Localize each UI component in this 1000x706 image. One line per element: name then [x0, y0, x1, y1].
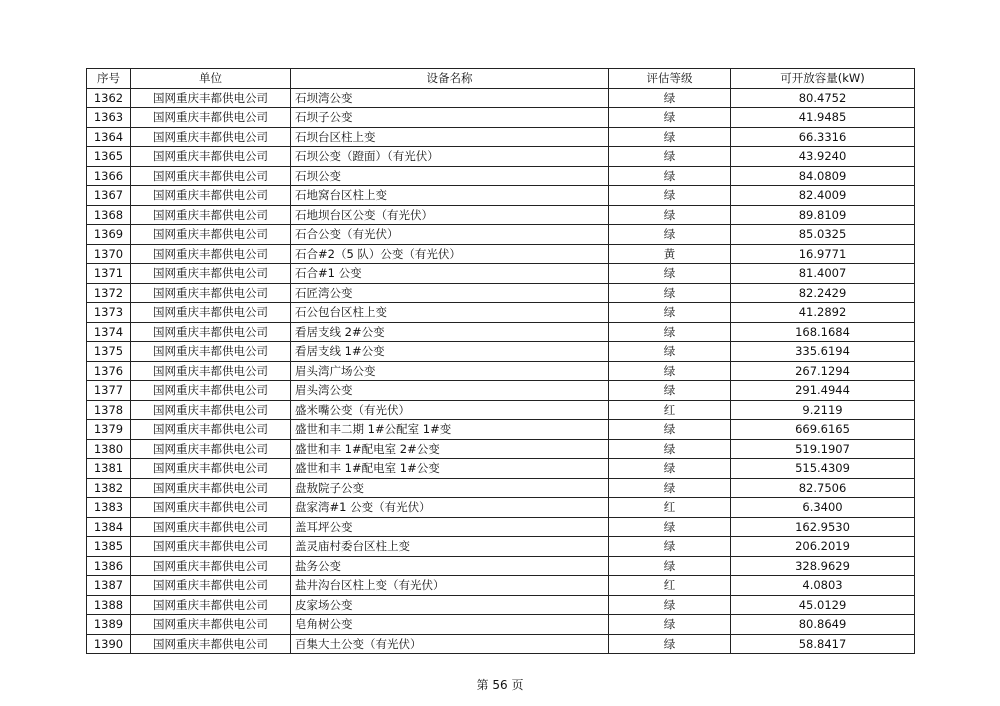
- row-rating: 绿: [609, 205, 731, 225]
- row-unit: 国网重庆丰都供电公司: [131, 127, 291, 147]
- row-device-name: 盐井沟台区柱上变（有光伏）: [291, 576, 609, 596]
- row-capacity: 84.0809: [731, 166, 915, 186]
- table-row: [87, 88, 915, 108]
- row-rating: 绿: [609, 186, 731, 206]
- row-device-name: 百集大土公变（有光伏）: [291, 634, 609, 654]
- table-row: [87, 166, 915, 186]
- row-unit: 国网重庆丰都供电公司: [131, 186, 291, 206]
- row-index: 1386: [87, 556, 131, 576]
- table-row: [87, 459, 915, 479]
- page-number: 第 56 页: [476, 678, 524, 692]
- row-index: 1390: [87, 634, 131, 654]
- table-row: [87, 595, 915, 615]
- row-capacity: 6.3400: [731, 498, 915, 518]
- row-capacity: 291.4944: [731, 381, 915, 401]
- row-unit: 国网重庆丰都供电公司: [131, 381, 291, 401]
- row-unit: 国网重庆丰都供电公司: [131, 283, 291, 303]
- row-capacity: 82.7506: [731, 478, 915, 498]
- row-unit: 国网重庆丰都供电公司: [131, 576, 291, 596]
- row-device-name: 盐务公变: [291, 556, 609, 576]
- row-unit: 国网重庆丰都供电公司: [131, 459, 291, 479]
- table-row: [87, 634, 915, 654]
- row-rating: 绿: [609, 88, 731, 108]
- header-unit: 单位: [131, 69, 291, 89]
- row-capacity: 328.9629: [731, 556, 915, 576]
- row-rating: 绿: [609, 108, 731, 128]
- row-capacity: 82.4009: [731, 186, 915, 206]
- row-device-name: 石坝子公变: [291, 108, 609, 128]
- table-row: [87, 400, 915, 420]
- row-rating: 红: [609, 576, 731, 596]
- row-capacity: 335.6194: [731, 342, 915, 362]
- row-rating: 绿: [609, 342, 731, 362]
- row-device-name: 石地坝台区公变（有光伏）: [291, 205, 609, 225]
- table-row: [87, 381, 915, 401]
- header-capacity: 可开放容量(kW): [731, 69, 915, 89]
- row-index: 1384: [87, 517, 131, 537]
- table-row: [87, 361, 915, 381]
- row-rating: 绿: [609, 322, 731, 342]
- row-index: 1362: [87, 88, 131, 108]
- row-device-name: 皮家场公变: [291, 595, 609, 615]
- row-device-name: 盖灵庙村委台区柱上变: [291, 537, 609, 557]
- row-index: 1383: [87, 498, 131, 518]
- row-capacity: 81.4007: [731, 264, 915, 284]
- row-device-name: 看居支线 2#公变: [291, 322, 609, 342]
- row-index: 1366: [87, 166, 131, 186]
- row-unit: 国网重庆丰都供电公司: [131, 225, 291, 245]
- row-capacity: 45.0129: [731, 595, 915, 615]
- row-device-name: 石地窝台区柱上变: [291, 186, 609, 206]
- row-rating: 绿: [609, 283, 731, 303]
- row-unit: 国网重庆丰都供电公司: [131, 420, 291, 440]
- row-unit: 国网重庆丰都供电公司: [131, 400, 291, 420]
- row-unit: 国网重庆丰都供电公司: [131, 166, 291, 186]
- row-index: 1378: [87, 400, 131, 420]
- row-index: 1364: [87, 127, 131, 147]
- table-row: [87, 478, 915, 498]
- row-device-name: 盛世和丰二期 1#公配室 1#变: [291, 420, 609, 440]
- row-rating: 绿: [609, 381, 731, 401]
- row-capacity: 58.8417: [731, 634, 915, 654]
- table-row: [87, 439, 915, 459]
- table-row: [87, 147, 915, 167]
- header-device-name: 设备名称: [291, 69, 609, 89]
- table-row: [87, 244, 915, 264]
- row-index: 1375: [87, 342, 131, 362]
- table-row: [87, 322, 915, 342]
- row-capacity: 66.3316: [731, 127, 915, 147]
- header-rating: 评估等级: [609, 69, 731, 89]
- row-rating: 红: [609, 400, 731, 420]
- row-device-name: 盛世和丰 1#配电室 2#公变: [291, 439, 609, 459]
- row-unit: 国网重庆丰都供电公司: [131, 361, 291, 381]
- table-row: [87, 420, 915, 440]
- row-index: 1372: [87, 283, 131, 303]
- table-row: [87, 186, 915, 206]
- row-unit: 国网重庆丰都供电公司: [131, 108, 291, 128]
- row-device-name: 盘敖院子公变: [291, 478, 609, 498]
- row-unit: 国网重庆丰都供电公司: [131, 498, 291, 518]
- row-unit: 国网重庆丰都供电公司: [131, 342, 291, 362]
- table-row: [87, 576, 915, 596]
- row-capacity: 41.2892: [731, 303, 915, 323]
- table-row: [87, 498, 915, 518]
- table-row: [87, 615, 915, 635]
- row-capacity: 168.1684: [731, 322, 915, 342]
- row-rating: 绿: [609, 459, 731, 479]
- row-device-name: 盖耳坪公变: [291, 517, 609, 537]
- row-capacity: 9.2119: [731, 400, 915, 420]
- row-rating: 绿: [609, 517, 731, 537]
- row-rating: 绿: [609, 615, 731, 635]
- table-row: [87, 556, 915, 576]
- table-body: [87, 88, 915, 654]
- row-index: 1389: [87, 615, 131, 635]
- table-row: [87, 537, 915, 557]
- row-unit: 国网重庆丰都供电公司: [131, 478, 291, 498]
- row-index: 1380: [87, 439, 131, 459]
- row-index: 1381: [87, 459, 131, 479]
- row-device-name: 石坝台区柱上变: [291, 127, 609, 147]
- row-rating: 绿: [609, 634, 731, 654]
- row-rating: 绿: [609, 439, 731, 459]
- row-index: 1365: [87, 147, 131, 167]
- row-index: 1376: [87, 361, 131, 381]
- capacity-table: [86, 68, 915, 654]
- row-capacity: 85.0325: [731, 225, 915, 245]
- row-index: 1379: [87, 420, 131, 440]
- row-index: 1367: [87, 186, 131, 206]
- row-device-name: 石合#2（5 队）公变（有光伏）: [291, 244, 609, 264]
- row-device-name: 眉头湾广场公变: [291, 361, 609, 381]
- row-index: 1369: [87, 225, 131, 245]
- row-rating: 绿: [609, 147, 731, 167]
- row-capacity: 89.8109: [731, 205, 915, 225]
- row-capacity: 4.0803: [731, 576, 915, 596]
- row-index: 1363: [87, 108, 131, 128]
- row-unit: 国网重庆丰都供电公司: [131, 303, 291, 323]
- row-device-name: 盛米嘴公变（有光伏）: [291, 400, 609, 420]
- row-rating: 绿: [609, 361, 731, 381]
- row-unit: 国网重庆丰都供电公司: [131, 439, 291, 459]
- header-index: 序号: [87, 69, 131, 89]
- row-unit: 国网重庆丰都供电公司: [131, 147, 291, 167]
- row-capacity: 43.9240: [731, 147, 915, 167]
- row-device-name: 石坝公变（蹬面）（有光伏）: [291, 147, 609, 167]
- row-index: 1377: [87, 381, 131, 401]
- table-row: [87, 342, 915, 362]
- row-unit: 国网重庆丰都供电公司: [131, 205, 291, 225]
- row-device-name: 石合公变（有光伏）: [291, 225, 609, 245]
- row-unit: 国网重庆丰都供电公司: [131, 517, 291, 537]
- row-rating: 绿: [609, 478, 731, 498]
- row-rating: 黄: [609, 244, 731, 264]
- table-row: [87, 283, 915, 303]
- row-index: 1387: [87, 576, 131, 596]
- row-device-name: 眉头湾公变: [291, 381, 609, 401]
- row-device-name: 石匠湾公变: [291, 283, 609, 303]
- row-capacity: 267.1294: [731, 361, 915, 381]
- table-row: [87, 303, 915, 323]
- row-unit: 国网重庆丰都供电公司: [131, 556, 291, 576]
- row-rating: 红: [609, 498, 731, 518]
- row-rating: 绿: [609, 420, 731, 440]
- row-capacity: 16.9771: [731, 244, 915, 264]
- row-rating: 绿: [609, 127, 731, 147]
- row-capacity: 162.9530: [731, 517, 915, 537]
- table-row: [87, 225, 915, 245]
- table-row: [87, 127, 915, 147]
- table-header-row: [87, 69, 915, 89]
- row-rating: 绿: [609, 166, 731, 186]
- row-device-name: 盘家湾#1 公变（有光伏）: [291, 498, 609, 518]
- row-rating: 绿: [609, 556, 731, 576]
- row-rating: 绿: [609, 225, 731, 245]
- row-device-name: 石公包台区柱上变: [291, 303, 609, 323]
- row-index: 1388: [87, 595, 131, 615]
- row-rating: 绿: [609, 537, 731, 557]
- row-device-name: 皂角树公变: [291, 615, 609, 635]
- row-unit: 国网重庆丰都供电公司: [131, 615, 291, 635]
- row-capacity: 206.2019: [731, 537, 915, 557]
- row-index: 1371: [87, 264, 131, 284]
- row-index: 1368: [87, 205, 131, 225]
- row-capacity: 41.9485: [731, 108, 915, 128]
- row-index: 1373: [87, 303, 131, 323]
- row-device-name: 石坝湾公变: [291, 88, 609, 108]
- row-unit: 国网重庆丰都供电公司: [131, 322, 291, 342]
- row-device-name: 石合#1 公变: [291, 264, 609, 284]
- row-index: 1382: [87, 478, 131, 498]
- row-capacity: 515.4309: [731, 459, 915, 479]
- row-unit: 国网重庆丰都供电公司: [131, 595, 291, 615]
- row-index: 1374: [87, 322, 131, 342]
- table-row: [87, 264, 915, 284]
- row-index: 1385: [87, 537, 131, 557]
- row-rating: 绿: [609, 303, 731, 323]
- row-unit: 国网重庆丰都供电公司: [131, 264, 291, 284]
- row-rating: 绿: [609, 595, 731, 615]
- row-index: 1370: [87, 244, 131, 264]
- row-unit: 国网重庆丰都供电公司: [131, 634, 291, 654]
- row-unit: 国网重庆丰都供电公司: [131, 537, 291, 557]
- row-capacity: 519.1907: [731, 439, 915, 459]
- row-unit: 国网重庆丰都供电公司: [131, 244, 291, 264]
- row-capacity: 80.8649: [731, 615, 915, 635]
- row-capacity: 669.6165: [731, 420, 915, 440]
- row-capacity: 82.2429: [731, 283, 915, 303]
- table-row: [87, 205, 915, 225]
- table-row: [87, 108, 915, 128]
- row-unit: 国网重庆丰都供电公司: [131, 88, 291, 108]
- table-row: [87, 517, 915, 537]
- row-device-name: 石坝公变: [291, 166, 609, 186]
- row-rating: 绿: [609, 264, 731, 284]
- row-device-name: 看居支线 1#公变: [291, 342, 609, 362]
- row-capacity: 80.4752: [731, 88, 915, 108]
- row-device-name: 盛世和丰 1#配电室 1#公变: [291, 459, 609, 479]
